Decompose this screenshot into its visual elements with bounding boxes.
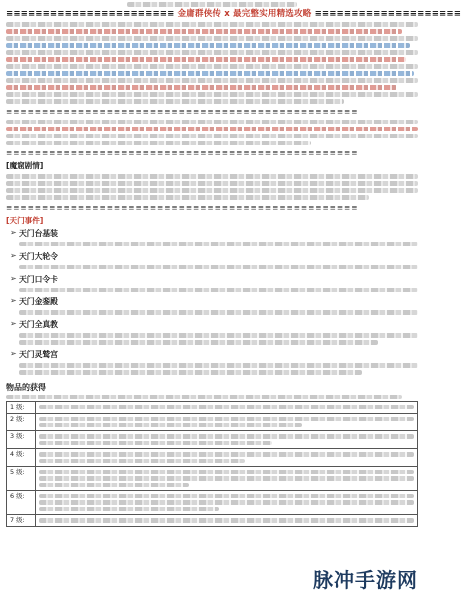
arrow-bullet-icon: ➢ — [10, 273, 17, 283]
tianmen-section-title: [天门事件] — [6, 215, 44, 225]
row-level: 2 级: — [7, 413, 36, 431]
row-level: 6 级: — [7, 491, 36, 515]
table-row — [7, 401, 418, 413]
item-name: 天门台基装 — [19, 228, 58, 238]
intro-paragraph — [6, 22, 418, 103]
item-name: 天门灵鹫宫 — [19, 350, 58, 360]
items-table-title: 物品的获得 — [6, 383, 46, 393]
banner-title: 金庸群侠传 x 最完整实用精选攻略 — [177, 8, 312, 19]
table-row — [7, 515, 418, 527]
list-item — [10, 297, 418, 317]
arrow-bullet-icon: ➢ — [10, 227, 17, 237]
document-header — [0, 0, 424, 7]
arrow-bullet-icon: ➢ — [10, 296, 17, 306]
demon-section-heading — [6, 161, 418, 171]
row-level: 4 级: — [7, 449, 36, 467]
list-item — [10, 252, 418, 272]
row-level: 3 级: — [7, 431, 36, 449]
arrow-bullet-icon: ➢ — [10, 250, 17, 260]
row-items — [36, 515, 418, 527]
demon-section-title: [魔窟剧情] — [6, 161, 44, 171]
row-items — [36, 466, 418, 490]
banner-right-rule: ≡≡≡≡≡≡≡≡≡≡≡≡≡≡≡≡≡≡≡≡ — [314, 8, 461, 19]
table-row — [7, 431, 418, 449]
row-items — [36, 491, 418, 515]
list-item — [10, 275, 418, 295]
row-level: 5 级: — [7, 466, 36, 490]
items-section — [6, 383, 418, 527]
tianmen-list — [10, 229, 418, 377]
row-level: 1 级: — [7, 401, 36, 413]
item-name: 天门金銮殿 — [19, 297, 58, 307]
arrow-bullet-icon: ➢ — [10, 349, 17, 359]
row-level: 7 级: — [7, 515, 36, 527]
row-items — [36, 449, 418, 467]
items-table — [6, 401, 418, 527]
arrow-bullet-icon: ➢ — [10, 319, 17, 329]
divider-rule-3: ≡≡≡≡≡≡≡≡≡≡≡≡≡≡≡≡≡≡≡≡≡≡≡≡≡≡≡≡≡≡≡≡≡≡≡≡≡≡≡≡≡≡≡≡≡≡≡≡≡ — [6, 202, 359, 212]
row-items — [36, 401, 418, 413]
item-name: 天门大轮令 — [19, 251, 58, 261]
title-banner — [6, 8, 461, 20]
table-row — [7, 449, 418, 467]
table-row — [7, 491, 418, 515]
banner-left-rule: ≡≡≡≡≡≡≡≡≡≡≡≡≡≡≡≡≡≡≡≡≡≡≡ — [6, 8, 175, 19]
list-item — [10, 350, 418, 377]
demon-section-body — [6, 174, 418, 200]
tianmen-section-heading — [6, 216, 418, 226]
item-name: 天门全真教 — [19, 320, 58, 330]
list-item — [10, 320, 418, 347]
items-table-note — [6, 395, 402, 399]
opening-paragraph — [6, 120, 418, 146]
document-header-illegible — [127, 2, 297, 7]
divider-rule-1: ≡≡≡≡≡≡≡≡≡≡≡≡≡≡≡≡≡≡≡≡≡≡≡≡≡≡≡≡≡≡≡≡≡≡≡≡≡≡≡≡≡≡≡≡≡≡≡≡≡ — [6, 106, 359, 116]
item-name: 天门口令卡 — [19, 274, 58, 284]
divider-rule-2: ≡≡≡≡≡≡≡≡≡≡≡≡≡≡≡≡≡≡≡≡≡≡≡≡≡≡≡≡≡≡≡≡≡≡≡≡≡≡≡≡≡≡≡≡≡≡≡≡≡ — [6, 148, 359, 158]
list-item — [10, 229, 418, 249]
table-row — [7, 466, 418, 490]
site-watermark: 脉冲手游网 — [313, 568, 418, 592]
row-items — [36, 431, 418, 449]
row-items — [36, 413, 418, 431]
table-row — [7, 413, 418, 431]
